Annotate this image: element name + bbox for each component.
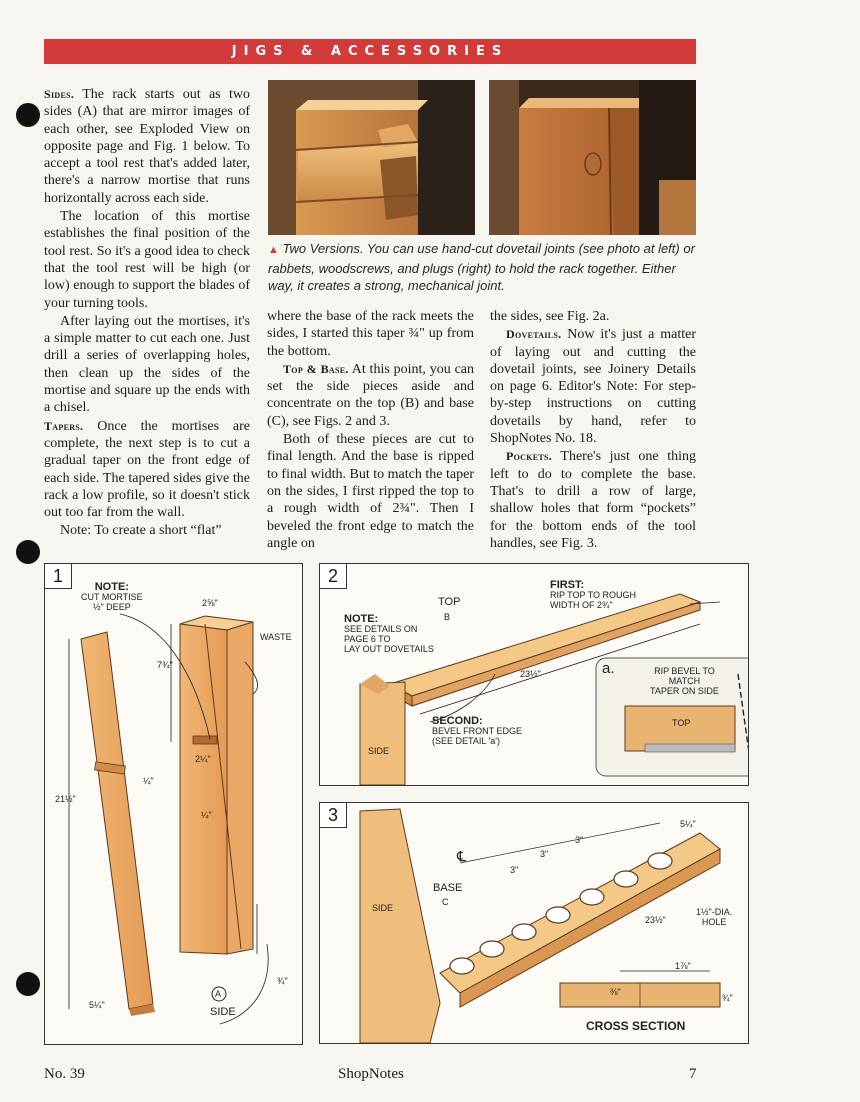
binder-hole-middle <box>16 540 40 564</box>
run-in-head: Tapers. <box>44 418 84 433</box>
dim-label: 5¼" <box>89 1000 105 1010</box>
photo-rabbet-joint <box>489 80 696 235</box>
photo-dovetail-joint <box>268 80 475 235</box>
top-label: TOP <box>438 596 461 608</box>
part-letter: B <box>444 612 451 622</box>
base-label: BASE <box>433 882 463 894</box>
note-line: TAPER ON SIDE <box>650 686 719 696</box>
note-title: NOTE: <box>94 581 129 593</box>
dim-label: 3" <box>540 849 549 859</box>
dim-label: ¾" <box>277 976 288 986</box>
caption-title: Two Versions. <box>282 241 364 256</box>
text-column-2 <box>267 308 474 553</box>
side-label: SIDE <box>368 746 390 756</box>
caption-text: You can use hand-cut dovetail joints (see photo at left) or rabbets, woodscrews, and plugs (right) to hold the rack together. Either way, it creates a strong, mechanical joint. <box>268 241 695 293</box>
dim-label: 21½" <box>55 794 76 804</box>
footer-magazine: ShopNotes <box>338 1066 404 1082</box>
paragraph: Both of these pieces are cut to final length. And the base is ripped to final width. But to match the taper on the sides, I first ripped the top to a rough width of 2¾". Then I beveled the front edge to match the angle on <box>267 432 474 551</box>
note-line: SEE DETAILS ON <box>344 624 418 634</box>
text-column-1 <box>44 86 250 541</box>
dim-label: 2¼" <box>195 754 211 764</box>
paragraph: Note: To create a short “flat” <box>60 523 222 539</box>
text-column-3 <box>490 308 696 553</box>
paragraph <box>490 448 696 552</box>
note-line: LAY OUT DOVETAILS <box>344 644 434 654</box>
part-name: SIDE <box>210 1006 236 1018</box>
centerline-label: ℄ <box>457 848 466 864</box>
paragraph-text: The rack starts out as two sides (A) that are mirror images of each other, see Exploded View on opposite page and Fig. 1 below. To accept a tool rest that's added later, there's a narrow mortise that runs horizontally across each side. <box>44 87 250 206</box>
note-line: CUT MORTISE <box>81 592 143 602</box>
note-title: SECOND: <box>432 715 483 727</box>
run-in-head: Pockets. <box>506 449 553 464</box>
detail-note <box>650 666 719 696</box>
note-title: NOTE: <box>344 613 379 625</box>
figure-2 <box>319 563 749 786</box>
footer-issue: No. 39 <box>44 1066 85 1082</box>
figure-number: 1 <box>45 564 72 589</box>
note-line: WIDTH OF 2¾" <box>550 600 613 610</box>
first-note <box>550 580 636 610</box>
dim-label: 23½" <box>520 669 541 679</box>
paragraph-text: Now it's just a matter of laying out and cutting the dovetail joints, see Joinery Details on page 6. Editor's Note: For step-by-step instructions on cutting dovetails by hand, refer to ShopNotes No. 18. <box>490 327 696 447</box>
dim-label: ¼" <box>143 776 154 786</box>
note-line: HOLE <box>701 917 727 927</box>
note-line: MATCH <box>668 676 701 686</box>
dim-label: ¾" <box>722 993 733 1003</box>
run-in-head: Sides. <box>44 87 75 101</box>
paragraph-text: At this point, you can set the side pieces aside and concentrate on the top (B) and base (C), see Figs. 2 and 3. <box>267 361 474 429</box>
paragraph-text: There's just one thing left to do to complete the base. That's to drill a row of large, shallow holes that form “pockets” for the bottom ends of the tool handles, see Fig. 3. <box>490 449 696 551</box>
dim-label: 2⅝" <box>202 598 218 608</box>
note-line: BEVEL FRONT EDGE <box>432 726 523 736</box>
paragraph <box>490 326 696 447</box>
figure-number: 2 <box>320 564 347 589</box>
paragraph <box>44 86 250 207</box>
note-line: PAGE 6 TO <box>344 634 391 644</box>
note-line: RIP TOP TO ROUGH <box>550 590 637 600</box>
dim-label: 5¼" <box>680 819 696 829</box>
second-note <box>432 716 522 746</box>
dim-label: 3" <box>510 865 519 875</box>
paragraph <box>44 418 250 522</box>
footer-page-number: 7 <box>689 1066 697 1082</box>
figure-1 <box>44 563 303 1045</box>
dim-label: 23½" <box>645 915 666 925</box>
figure-number: 3 <box>320 803 347 828</box>
caption-triangle-icon: ▲ <box>268 244 279 256</box>
hole-note <box>696 907 732 927</box>
note-title: FIRST: <box>550 579 585 591</box>
fig1-note <box>81 582 143 612</box>
paragraph: where the base of the rack meets the sides, I started this taper ¾" up from the bottom. <box>267 309 474 359</box>
fig2-note <box>344 614 434 654</box>
photo-caption <box>268 240 700 295</box>
binder-hole-top <box>16 103 40 127</box>
paragraph: The location of this mortise establishes the final position of the tool rest. So it's a good idea to check that the tool rest will be high (or low) enough to support the blades of your turning tools. <box>44 209 250 311</box>
dim-label: ⅜" <box>610 987 621 997</box>
part-letter: C <box>442 897 449 907</box>
detail-letter: a. <box>602 660 615 677</box>
binder-hole-bottom <box>16 972 40 996</box>
note-line: 1½"-DIA. <box>696 907 733 917</box>
dim-label: 3" <box>575 835 584 845</box>
note-line: ½" DEEP <box>92 602 131 612</box>
paragraph <box>267 361 474 430</box>
dim-label: ¼" <box>201 810 212 820</box>
paragraph: the sides, see Fig. 2a. <box>490 309 610 324</box>
paragraph: After laying out the mortises, it's a simple matter to cut each one. Just drill a series of overlapping holes, then clean up the sides of the mortise and square up the ends with a chisel. <box>44 313 250 416</box>
section-banner: JIGS & ACCESSORIES <box>44 39 696 64</box>
note-line: (SEE DETAIL 'a') <box>432 736 500 746</box>
figure-3 <box>319 802 749 1044</box>
paragraph-text: Once the mortises are complete, the next step is to cut a gradual taper on the front edge of each side. The tapered sides give the rack a low profile, so it doesn't stick out too far from the wall. <box>44 418 250 521</box>
run-in-head: Dovetails. <box>506 327 562 342</box>
part-letter: A <box>215 989 222 999</box>
note-line: RIP BEVEL TO <box>654 666 715 676</box>
run-in-head: Top & Base. <box>283 361 349 376</box>
dim-label: 1⅞" <box>675 961 691 971</box>
dim-label: 7¾" <box>157 660 173 670</box>
detail-top-label: TOP <box>672 718 691 728</box>
waste-label: WASTE <box>260 632 292 642</box>
side-label: SIDE <box>372 903 394 913</box>
cross-section-title: CROSS SECTION <box>586 1019 686 1033</box>
